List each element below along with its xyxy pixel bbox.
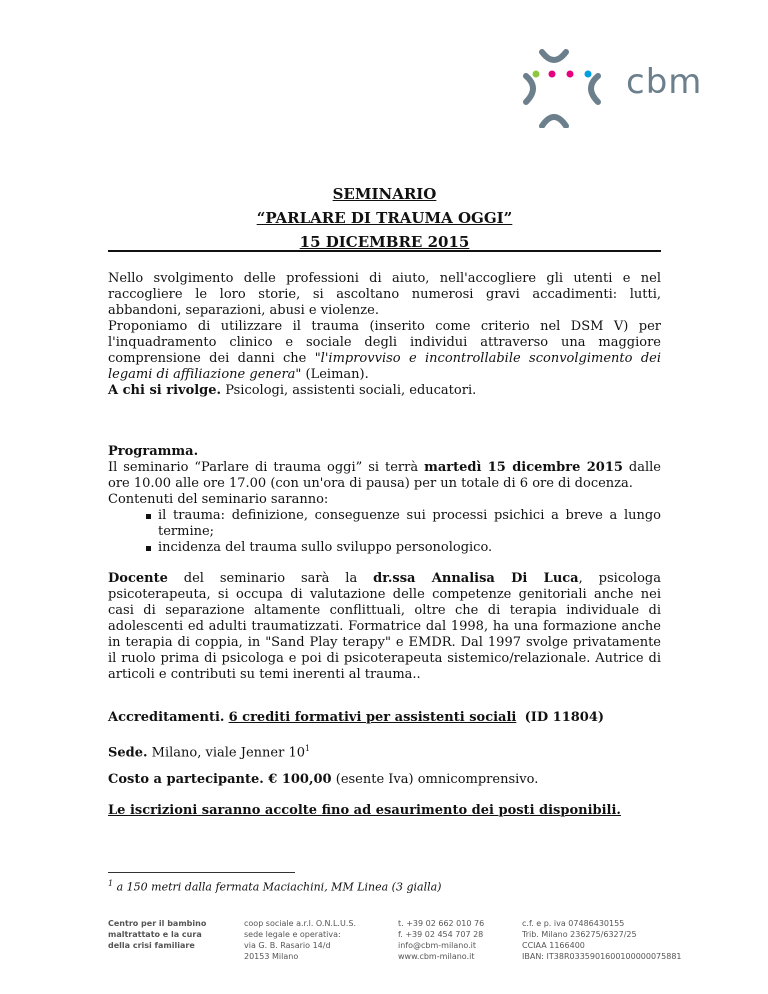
title-divider (108, 250, 661, 252)
list-item: il trauma: definizione, conseguenze sui processi psichici a breve a lungo termine; (146, 508, 661, 540)
target-section (108, 383, 661, 399)
logo-wordmark: cbm (626, 62, 703, 102)
teacher-label: Docente (108, 571, 168, 586)
intro-paragraph-1: Nello svolgimento delle professioni di aiuto, nell'accogliere gli utenti e nel raccogliere le loro storie, si ascoltano numerosi gravi accadimenti: lutti, abbandoni, separazioni, abusi e violenze. (108, 271, 661, 318)
footer-fiscal: c.f. e p. iva 07486430155 Trib. Milano 236275/6327/25 CCIAA 1166400 IBAN: IT38R0335901600100000075881 (522, 919, 682, 961)
intro-paragraph-2: Proponiamo di utilizzare il trauma (inserito come criterio nel DSM V) per l'inquadramento clinico e sociale degli individui attraverso una maggiore comprensione dei danni che "l'improvviso e incontrollabile sconvolgimento dei legami di affiliazione genera" (Leiman). (108, 319, 661, 382)
program-contents-intro: Contenuti del seminario saranno: (108, 492, 329, 507)
list-item: incidenza del trauma sullo sviluppo personologico. (146, 540, 661, 556)
venue-section: Sede. Milano, viale Jenner $10^1$ (108, 744, 311, 761)
footer-org-name: Centro per il bambino maltrattato e la cura della crisi familiare (108, 919, 207, 950)
accreditation-section: Accreditamenti. 6 crediti formativi per assistenti sociali (ID 11804) (108, 710, 605, 725)
cost-section: Costo a partecipante. € 100,00 (esente Iva) omnicomprensivo. (108, 772, 539, 787)
teacher-section: Docente del seminario sarà la dr.ssa Annalisa Di Luca, psicologa psicoterapeuta, si occupa di valutazione delle competenze genitoriali anche nei casi di separazione altamente conflittuali, oltre che di terapia individuale di adolescenti ed adulti traumatizzati. Formatrice dal 1998, ha una formazione anche in terapia di coppia, in "Sand Play terapy" e EMDR. Dal 1997 svolge privatamente il ruolo prima di psicologa e poi di psicoterapeuta sistemico/relazionale. Autrice di articoli e contributi su temi inerenti al trauma.. (108, 571, 661, 682)
footer-contacts: t. +39 02 662 010 76 f. +39 02 454 707 28 info@cbm-milano.it www.cbm-milano.it (398, 919, 485, 961)
program-schedule: Il seminario “Parlare di trauma oggi” si terrà martedì 15 dicembre 2015 dalle ore 10.00 alle ore 17.00 (con un'ora di pausa) per un totale di 6 ore di docenza. (108, 460, 661, 491)
program-section (108, 444, 661, 556)
program-bullets (108, 508, 661, 556)
footer-address: coop sociale a.r.l. O.N.L.U.S. sede legale e operativa: via G. B. Rasario 14/d 20153 Milano (244, 919, 356, 961)
page-title (108, 182, 661, 254)
credits-text: 6 crediti formativi per assistenti sociali (228, 710, 517, 725)
footnote-divider (108, 872, 295, 873)
footnote: $^1$ a 150 metri dalla fermata Maciachini, MM Linea (3 gialla) (108, 879, 442, 894)
teacher-name: dr.ssa Annalisa Di Luca (373, 571, 579, 586)
target-label: A chi si rivolge. (108, 383, 222, 398)
enrollment-notice: Le iscrizioni saranno accolte fino ad esaurimento dei posti disponibili. (108, 803, 621, 818)
title-line-1: SEMINARIO (332, 185, 437, 203)
target-text: Psicologi, assistenti sociali, educatori. (221, 383, 477, 398)
title-line-2: “PARLARE DI TRAUMA OGGI” (256, 209, 513, 227)
program-label: Programma. (108, 444, 199, 459)
title-line-3: 15 DICEMBRE 2015 (299, 233, 470, 251)
intro-section (108, 271, 661, 383)
